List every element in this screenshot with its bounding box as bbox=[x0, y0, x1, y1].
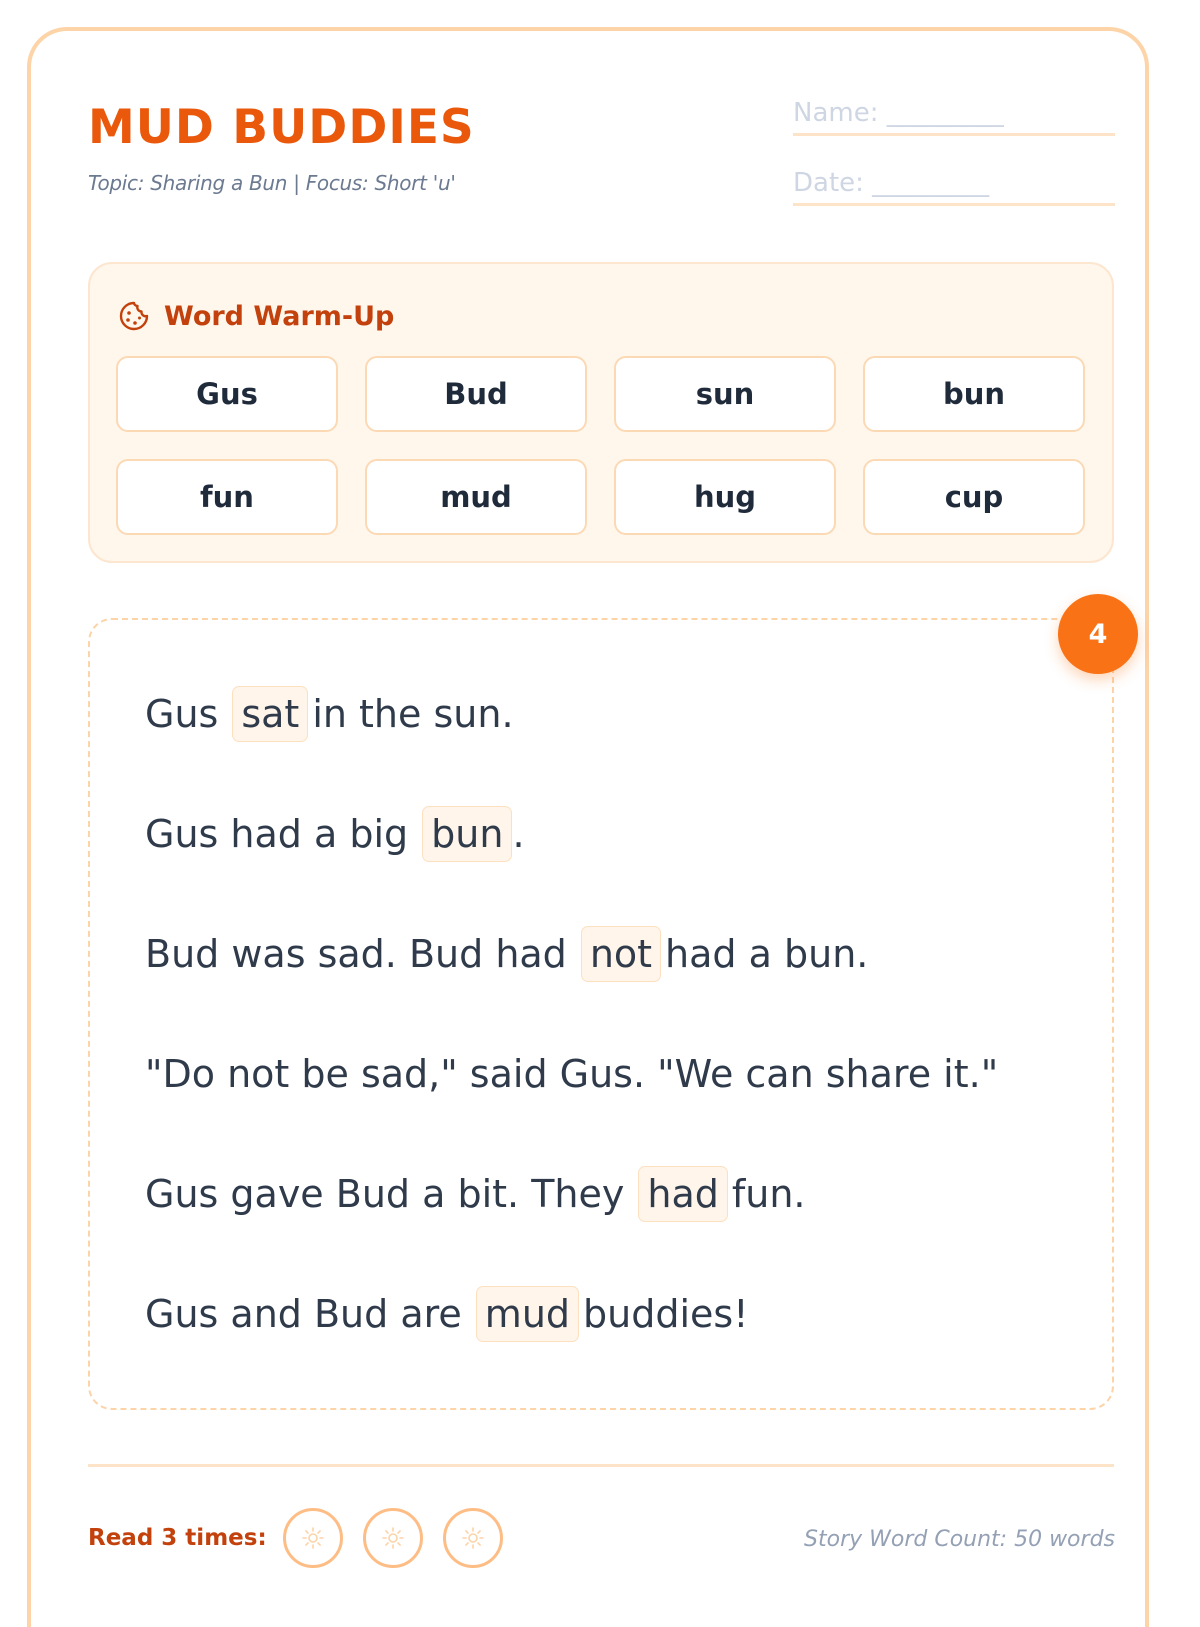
highlighted-word[interactable]: sat bbox=[232, 686, 308, 742]
footer-divider bbox=[88, 1464, 1114, 1467]
story-text: . bbox=[512, 812, 525, 856]
word-warmup-header bbox=[118, 296, 394, 336]
story-text: Gus had a big bbox=[145, 812, 409, 856]
read-check-circle[interactable] bbox=[363, 1508, 423, 1568]
story-text: in the sun. bbox=[312, 692, 514, 736]
story-text: buddies! bbox=[583, 1292, 749, 1336]
read-times-label: Read 3 times: bbox=[88, 1525, 267, 1551]
story-text: had a bun. bbox=[665, 932, 869, 976]
read-check-circle[interactable] bbox=[443, 1508, 503, 1568]
word-chip[interactable]: sun bbox=[614, 356, 836, 432]
word-chip[interactable]: Gus bbox=[116, 356, 338, 432]
word-chip[interactable]: cup bbox=[863, 459, 1085, 535]
word-chip[interactable]: hug bbox=[614, 459, 836, 535]
read-check-circle[interactable] bbox=[283, 1508, 343, 1568]
word-warmup-title: Word Warm-Up bbox=[164, 300, 395, 332]
word-chip[interactable]: bun bbox=[863, 356, 1085, 432]
story-text: Gus bbox=[145, 692, 219, 736]
highlighted-word[interactable]: mud bbox=[476, 1286, 579, 1342]
page-title: MUD BUDDIES bbox=[88, 100, 475, 155]
word-chip[interactable]: mud bbox=[365, 459, 587, 535]
date-field[interactable]: Date: _________ bbox=[793, 168, 1115, 206]
story-line bbox=[145, 1286, 748, 1342]
story-text: Gus gave Bud a bit. They bbox=[145, 1172, 625, 1216]
word-chip[interactable]: fun bbox=[116, 459, 338, 535]
page-number-badge: 4 bbox=[1058, 594, 1138, 674]
sun-icon bbox=[301, 1526, 325, 1550]
sun-icon bbox=[381, 1526, 405, 1550]
story-line bbox=[145, 926, 868, 982]
story-line bbox=[145, 1166, 806, 1222]
highlighted-word[interactable]: bun bbox=[422, 806, 512, 862]
story-line bbox=[145, 686, 514, 742]
cookie-icon bbox=[118, 300, 150, 332]
story-line bbox=[145, 806, 525, 862]
story-text: fun. bbox=[731, 1172, 806, 1216]
sun-icon bbox=[461, 1526, 485, 1550]
highlighted-word[interactable]: not bbox=[581, 926, 661, 982]
story-word-count: Story Word Count: 50 words bbox=[804, 1527, 1115, 1552]
story-text: Gus and Bud are bbox=[145, 1292, 462, 1336]
story-text: "Do not be sad," said Gus. "We can share it." bbox=[145, 1052, 999, 1096]
page-subtitle: Topic: Sharing a Bun | Focus: Short 'u' bbox=[88, 171, 456, 195]
story-line bbox=[145, 1046, 998, 1102]
word-warmup-panel bbox=[88, 262, 1114, 563]
word-chip[interactable]: Bud bbox=[365, 356, 587, 432]
name-field[interactable]: Name: _________ bbox=[793, 98, 1115, 136]
story-text: Bud was sad. Bud had bbox=[145, 932, 567, 976]
highlighted-word[interactable]: had bbox=[638, 1166, 728, 1222]
